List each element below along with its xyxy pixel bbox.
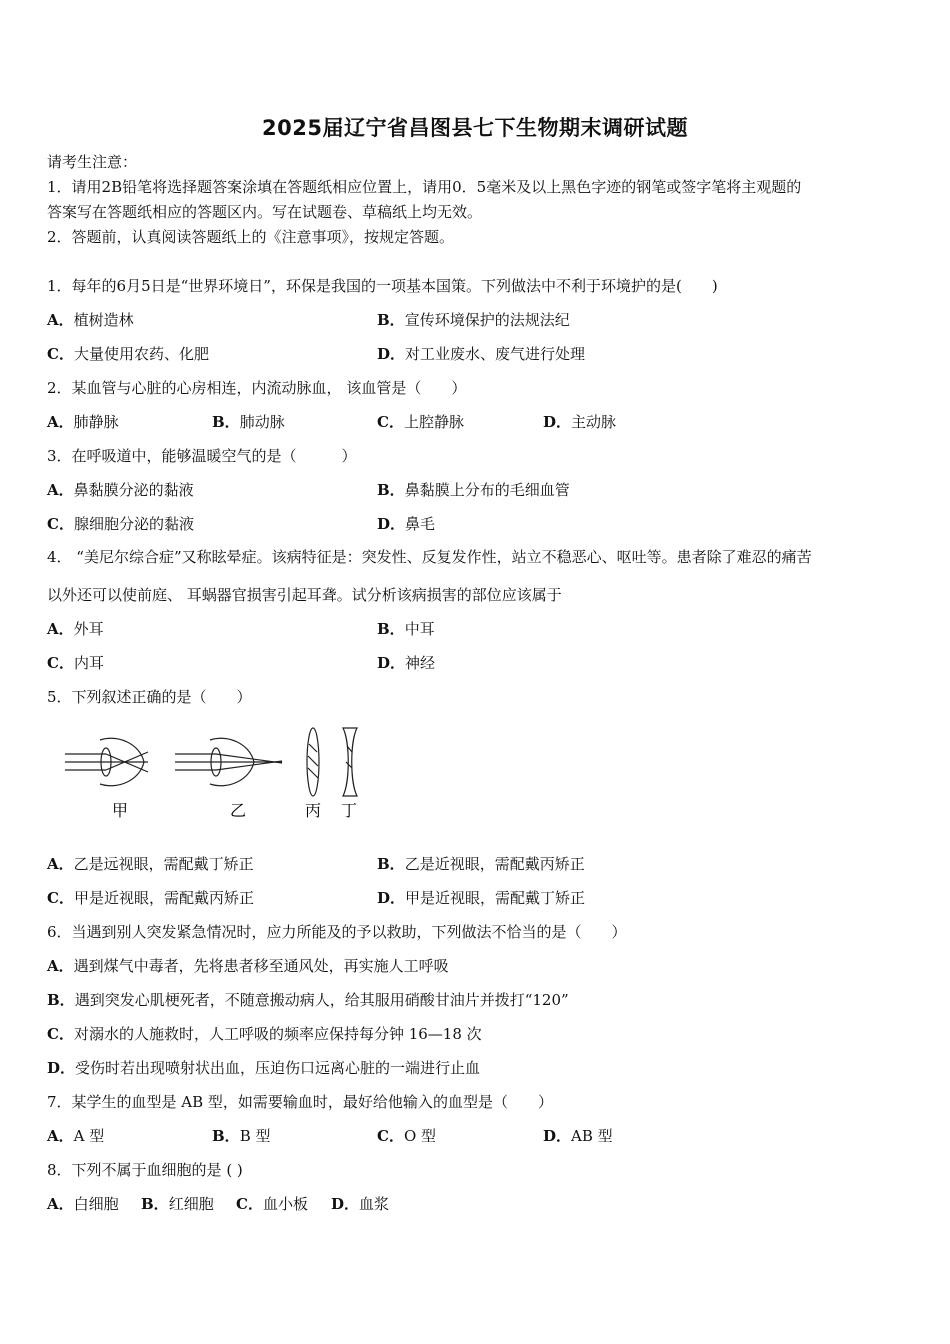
q7-option-b: B．B 型 <box>212 1127 271 1145</box>
q6-option-a: A．遇到煤气中毒者，先将患者移至通风处，再实施人工呼吸 <box>47 957 449 975</box>
q4-option-c: C．内耳 <box>47 654 104 672</box>
question-5-stem: 5．下列叙述正确的是（ ） <box>47 688 252 706</box>
figure-label-ding: 丁 <box>340 801 358 820</box>
q8-option-a: A．白细胞 <box>47 1195 119 1213</box>
eye-yi-diagram <box>175 738 282 785</box>
question-3-stem: 3．在呼吸道中，能够温暖空气的是（ ） <box>47 447 357 465</box>
q4-option-d: D．神经 <box>377 654 436 672</box>
q7-option-a: A．A 型 <box>47 1127 105 1145</box>
q6-option-d: D．受伤时若出现喷射状出血，压迫伤口远离心脏的一端进行止血 <box>47 1059 481 1077</box>
question-4-stem-line-1: 4． “美尼尔综合症”又称眩晕症。该病特征是：突发性、反复发作性，站立不稳恶心、呕吐等。患者除了难忍的痛苦 <box>47 548 812 566</box>
question-2-stem: 2．某血管与心脏的心房相连，内流动脉血， 该血管是（ ） <box>47 379 467 397</box>
notice-line-2: 答案写在答题纸相应的答题区内。写在试题卷、草稿纸上均无效。 <box>47 203 483 221</box>
question-8-stem: 8．下列不属于血细胞的是 ( ) <box>47 1161 243 1179</box>
q3-option-d: D．鼻毛 <box>377 515 436 533</box>
q1-option-b: B．宣传环境保护的法规法纪 <box>377 311 570 329</box>
q2-option-c: C．上腔静脉 <box>377 413 464 431</box>
q1-option-a: A．植树造林 <box>47 311 134 329</box>
q3-option-b: B．鼻黏膜上分布的毛细血管 <box>377 481 570 499</box>
q1-option-d: D．对工业废水、废气进行处理 <box>377 345 586 363</box>
question-7-stem: 7．某学生的血型是 AB 型，如需要输血时，最好给他输入的血型是（ ） <box>47 1093 553 1111</box>
q7-option-d: D．AB 型 <box>543 1127 613 1145</box>
q8-option-d: D．血浆 <box>331 1195 390 1213</box>
q5-option-a: A．乙是远视眼，需配戴丁矫正 <box>47 855 254 873</box>
q8-option-b: B．红细胞 <box>141 1195 214 1213</box>
q6-option-b: B．遇到突发心肌梗死者，不随意搬动病人，给其服用硝酸甘油片并拨打“120” <box>47 991 569 1009</box>
q5-option-c: C．甲是近视眼，需配戴丙矫正 <box>47 889 254 907</box>
q4-option-a: A．外耳 <box>47 620 104 638</box>
eye-jia-diagram <box>65 738 148 785</box>
concave-lens-ding <box>343 728 357 796</box>
q7-option-c: C．O 型 <box>377 1127 437 1145</box>
figure-label-yi: 乙 <box>229 801 247 820</box>
q2-option-b: B．肺动脉 <box>212 413 285 431</box>
notice-line-3: 2．答题前，认真阅读答题纸上的《注意事项》，按规定答题。 <box>47 228 455 246</box>
q6-option-c: C．对溺水的人施救时，人工呼吸的频率应保持每分钟 16—18 次 <box>47 1025 482 1043</box>
q4-option-b: B．中耳 <box>377 620 435 638</box>
question-1-stem: 1．每年的6月5日是“世界环境日”，环保是我国的一项基本国策。下列做法中不利于环境护的是( ) <box>47 277 718 295</box>
q8-option-c: C．血小板 <box>236 1195 308 1213</box>
eye-lens-diagram <box>60 722 380 822</box>
question-6-stem: 6．当遇到别人突发紧急情况时，应力所能及的予以救助，下列做法不恰当的是（ ） <box>47 923 627 941</box>
q1-option-c: C．大量使用农药、化肥 <box>47 345 209 363</box>
q3-option-a: A．鼻黏膜分泌的黏液 <box>47 481 194 499</box>
convex-lens-bing <box>307 728 319 796</box>
figure-label-jia: 甲 <box>111 801 129 820</box>
question-4-stem-line-2: 以外还可以使前庭、 耳蜗器官损害引起耳聋。试分析该病损害的部位应该属于 <box>47 586 562 604</box>
page-title: 2025届辽宁省昌图县七下生物期末调研试题 <box>262 116 688 140</box>
q3-option-c: C．腺细胞分泌的黏液 <box>47 515 194 533</box>
q5-option-d: D．甲是近视眼，需配戴丁矫正 <box>377 889 586 907</box>
figure-label-bing: 丙 <box>304 801 322 820</box>
q2-option-d: D．主动脉 <box>543 413 617 431</box>
q2-option-a: A．肺静脉 <box>47 413 119 431</box>
notice-heading: 请考生注意： <box>47 153 138 171</box>
q5-option-b: B．乙是近视眼，需配戴丙矫正 <box>377 855 585 873</box>
notice-line-1: 1．请用2B铅笔将选择题答案涂填在答题纸相应位置上，请用0．5毫米及以上黑色字迹的钢笔或签字笔将主观题的 <box>47 178 802 196</box>
